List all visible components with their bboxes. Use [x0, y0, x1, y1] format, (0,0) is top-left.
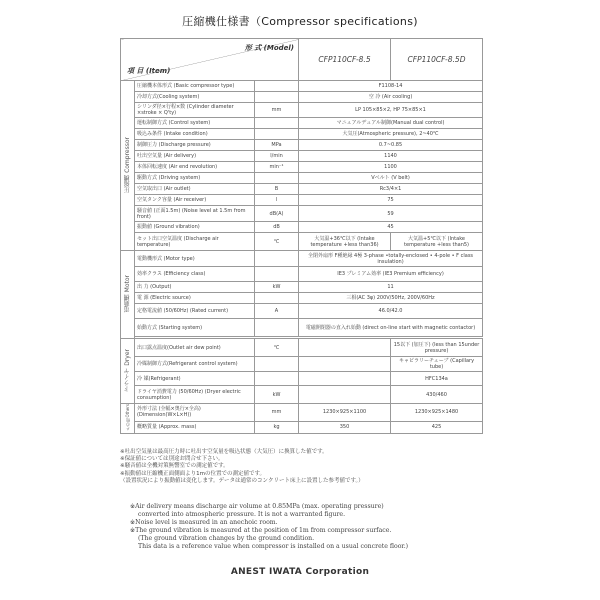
row-item: 振動値 (Ground vibration) [135, 222, 255, 233]
row-item: 冷 媒(Refrigerant) [135, 372, 255, 386]
row-unit: ℃ [255, 339, 299, 357]
row-unit [255, 319, 299, 337]
notes-english [130, 503, 510, 551]
note-line: (The ground vibration changes by the ground condition. [138, 535, 315, 542]
row-value-b: キャピラリーチューブ (Capillary tube) [391, 357, 483, 372]
row-value-a [299, 357, 391, 372]
notes-japanese [120, 449, 500, 485]
row-unit [255, 92, 299, 103]
note-line: converted into atmospheric pressure. It is not a warranted figure. [138, 511, 346, 518]
row-unit [255, 251, 299, 267]
header-corner [121, 39, 299, 81]
note-line: ※The ground vibration is measured at the position of 1m from compressor surface. [130, 527, 392, 534]
row-value-a: 350 [299, 421, 391, 433]
page-title: 圧縮機仕様書（Compressor specifications) [182, 15, 418, 28]
row-unit: mm [255, 103, 299, 118]
row-item: 吐出空気量 (Air delivery) [135, 151, 255, 162]
row-value-b: 大気温+5℃以下 (Intake temperature +less than5) [391, 233, 483, 251]
group-label-motor: 電動機 Motor [121, 251, 135, 339]
row-item: 電動機形式 (Motor type) [135, 251, 255, 267]
row-unit: B [255, 184, 299, 195]
row-value: マニュアルデュアル制御(Manual dual control) [299, 118, 483, 129]
row-value: 0.7~0.85 [299, 140, 483, 151]
row-item: 騒音値 (正面1.5m) (Noise level at 1.5m from front) [135, 206, 255, 222]
row-item: 出 力 (Output) [135, 282, 255, 293]
model-column-header: CFP110CF-8.5 [299, 39, 391, 81]
row-unit: kg [255, 421, 299, 433]
row-value-b: 425 [391, 421, 483, 433]
row-unit: dB(A) [255, 206, 299, 222]
row-unit: min⁻¹ [255, 162, 299, 173]
row-item: 駆動方式 (Driving system) [135, 173, 255, 184]
row-value-b: 15以下 (加圧下) (less than 15under pressure) [391, 339, 483, 357]
row-unit [255, 81, 299, 92]
row-item: 外形寸法 (全幅×奥行×全高) (Dimension(W×L×H)) [135, 404, 255, 422]
note-line: ※騒音値は全機対策無響室での測定値です。 [120, 463, 229, 470]
row-item: ドライヤ消費電力 (50/60Hz) (Dryer electric consumption) [135, 386, 255, 404]
row-item: 定格電流値 (50/60Hz) (Rated current) [135, 304, 255, 319]
row-value-a [299, 339, 391, 357]
row-value-b: 430/460 [391, 386, 483, 404]
model-header-label: 形 式 (Model) [244, 44, 295, 52]
row-item: セット出口空気温度 (Discharge air temperature) [135, 233, 255, 251]
row-value: Vベルト (V belt) [299, 173, 483, 184]
row-unit: l/min [255, 151, 299, 162]
row-value-a [299, 372, 391, 386]
row-value: 電磁開閉器の直入れ始動 (direct on-line start with magnetic contactor) [299, 319, 483, 337]
row-unit: ℃ [255, 233, 299, 251]
row-value: 1140 [299, 151, 483, 162]
row-item: 制御圧力 (Discharge pressure) [135, 140, 255, 151]
company-name: ANEST IWATA Corporation [230, 567, 370, 577]
row-unit [255, 267, 299, 282]
row-value-b: HFC134a [391, 372, 483, 386]
note-line: ※振動値は圧縮機正面側面より1mの位置での測定値です。 [120, 470, 266, 477]
row-item: 圧縮機本体形式 (Basic compressor type) [135, 81, 255, 92]
row-item: 空気取出口 (Air outlet) [135, 184, 255, 195]
item-header-label: 項 目 (Item) [127, 67, 171, 75]
row-value-a: 大気温+36℃以下 (Intake temperature +less than36) [299, 233, 391, 251]
row-item: 運転制御方式 (Control system) [135, 118, 255, 129]
row-value-b: 1230×925×1480 [391, 404, 483, 422]
row-unit [255, 118, 299, 129]
row-value: F1108-14 [299, 81, 483, 92]
row-value: 1100 [299, 162, 483, 173]
row-item: 空気タンク容量 (Air receiver) [135, 195, 255, 206]
row-value-a: 1230×925×1100 [299, 404, 391, 422]
row-value: LP 105×85×2, HP 75×85×1 [299, 103, 483, 118]
model-column-header: CFP110CF-8.5D [391, 39, 483, 81]
row-item: 概略質量 (Approx. mass) [135, 421, 255, 433]
row-unit: kW [255, 282, 299, 293]
note-line: ※保証値については別途お問合せ下さい。 [120, 456, 224, 463]
group-label-compressor: 圧縮機 Compressor [121, 81, 135, 251]
row-unit [255, 293, 299, 304]
row-item: 電 源 (Electric source) [135, 293, 255, 304]
note-line: ※吐出空気量は最高圧力時に吐出す空気量を吸込状態（大気圧）に換算した値です。 [120, 449, 328, 455]
row-value: 大気圧(Atmospheric pressure), 2~40℃ [299, 129, 483, 140]
row-unit: kW [255, 386, 299, 404]
row-value: Rc3/4×1 [299, 184, 483, 195]
row-value: 三相(AC 3φ) 200V/50Hz, 200V/60Hz [299, 293, 483, 304]
row-value: 空 冷 (Air cooling) [299, 92, 483, 103]
row-value-a [299, 386, 391, 404]
row-value: 45 [299, 222, 483, 233]
group-label-others: その他 Others [121, 404, 135, 434]
note-line: ※Air delivery means discharge air volume at 0.85MPa (max. operating pressure) [130, 503, 384, 510]
row-value: 46.0/42.0 [299, 304, 483, 319]
row-unit [255, 129, 299, 140]
row-unit: dB [255, 222, 299, 233]
row-item: 吸込み条件 (Intake condition) [135, 129, 255, 140]
row-item: 効率クラス (Efficiency class) [135, 267, 255, 282]
row-item: シリンダ径×行程×数 (Cylinder diameter ×stroke × Q'ty) [135, 103, 255, 118]
row-item: 始動方式 (Starting system) [135, 319, 255, 337]
row-value: 11 [299, 282, 483, 293]
note-line: （設置状況により振動値は変化します。データは通常のコンクリート床上に設置した参考値です。） [120, 477, 364, 484]
note-line: This data is a reference value when compressor is installed on a usual concrete floor.) [138, 543, 409, 550]
row-value: IE3 プレミアム効率 (IE3 Premium efficiency) [299, 267, 483, 282]
row-unit [255, 173, 299, 184]
row-item: 本体回転速度 (Air end revolution) [135, 162, 255, 173]
row-unit: mm [255, 404, 299, 422]
row-value: 75 [299, 195, 483, 206]
row-unit: A [255, 304, 299, 319]
spec-table [120, 38, 483, 434]
row-unit: MPa [255, 140, 299, 151]
note-line: ※Noise level is measured in an anechoic room. [130, 519, 278, 526]
row-value: 全閉外扇形 F種絶縁 4極 3-phase •totally-enclosed • 4-pole • F class insulation) [299, 251, 483, 267]
group-label-dryer: ドライヤ Dryer [121, 339, 135, 404]
row-unit [255, 372, 299, 386]
row-unit: l [255, 195, 299, 206]
row-unit [255, 357, 299, 372]
row-item: 出口露点温度(Outlet air dew point) [135, 339, 255, 357]
row-item: 冷媒制御方式(Refrigerant control system) [135, 357, 255, 372]
row-value: 59 [299, 206, 483, 222]
row-item: 冷却方式(Cooling system) [135, 92, 255, 103]
